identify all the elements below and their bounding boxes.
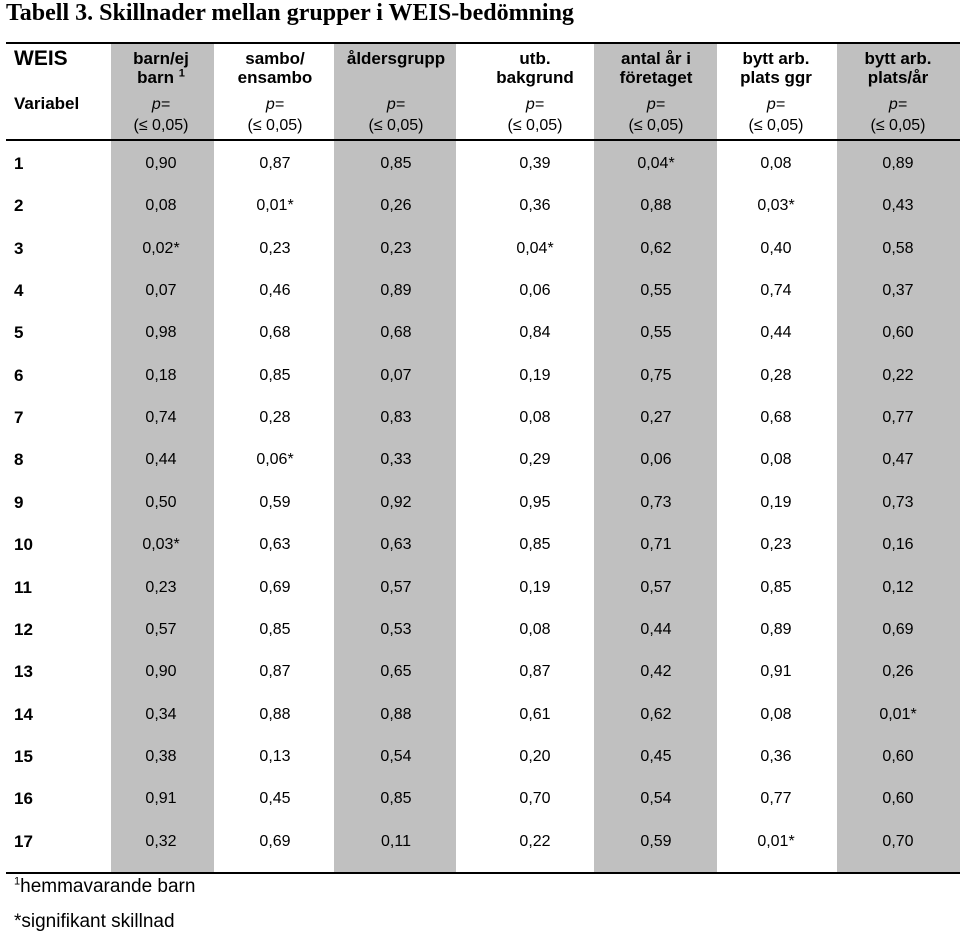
table-cell: 0,68 [380, 324, 412, 342]
table-cell: 0,88 [380, 705, 412, 723]
table-cell: 0,36 [760, 747, 792, 765]
p-value-label-7 [838, 94, 958, 136]
table-cell: 0,90 [145, 663, 177, 681]
table-cell: 0,68 [760, 409, 792, 427]
row-label: 16 [14, 789, 33, 809]
row-label: 13 [14, 662, 33, 682]
column-header-line2: ensambo [237, 68, 313, 87]
table-cell: 0,47 [882, 451, 914, 469]
column-header-2 [215, 49, 335, 87]
p-threshold: (≤ 0,05) [133, 117, 189, 134]
column-header-line1: barn/ej [133, 49, 189, 68]
column-header-3 [336, 49, 456, 68]
table-cell: 0,57 [145, 620, 177, 638]
p-threshold: (≤ 0,05) [748, 117, 804, 134]
column-header-1 [101, 49, 221, 87]
row-label: 7 [14, 408, 24, 428]
p-value-label-2 [215, 94, 335, 136]
table-cell: 0,57 [640, 578, 672, 596]
table-row [0, 185, 960, 227]
table-row [0, 651, 960, 693]
table-row [0, 609, 960, 651]
table-cell: 0,73 [640, 493, 672, 511]
table-row [0, 228, 960, 270]
table-row [0, 482, 960, 524]
p-label: p= [386, 96, 406, 113]
top-rule [6, 42, 960, 44]
table-cell: 0,95 [519, 493, 551, 511]
p-label: p= [888, 96, 908, 113]
table-cell: 0,16 [882, 536, 914, 554]
table-cell: 0,07 [145, 282, 177, 300]
bottom-rule [6, 872, 960, 874]
p-threshold: (≤ 0,05) [368, 117, 424, 134]
table-cell: 0,59 [640, 832, 672, 850]
column-header-line2: plats ggr [740, 68, 812, 87]
column-header-line2: plats/år [867, 68, 929, 87]
row-label: 4 [14, 281, 24, 301]
table-cell: 0,60 [882, 747, 914, 765]
table-row [0, 397, 960, 439]
table-cell: 0,53 [380, 620, 412, 638]
table-cell: 0,55 [640, 282, 672, 300]
table-cell: 0,92 [380, 493, 412, 511]
table-cell: 0,98 [145, 324, 177, 342]
table-cell: 0,69 [882, 620, 914, 638]
row-label: 12 [14, 619, 33, 639]
column-header-line2: företaget [619, 68, 693, 87]
column-header-line1: bytt arb. [742, 49, 810, 68]
row-label: 9 [14, 492, 24, 512]
footnote-children [14, 876, 195, 898]
table-cell: 0,08 [519, 409, 551, 427]
table-row [0, 143, 960, 185]
table-cell: 0,03* [142, 536, 180, 554]
table-cell: 0,70 [882, 832, 914, 850]
row-label: 10 [14, 535, 33, 555]
footnote-children-text: hemmavarande barn [20, 876, 196, 897]
table-cell: 0,06 [640, 451, 672, 469]
table-cell: 0,32 [145, 832, 177, 850]
table-cell: 0,60 [882, 324, 914, 342]
table-cell: 0,58 [882, 239, 914, 257]
table-row [0, 778, 960, 820]
table-cell: 0,88 [259, 705, 291, 723]
table-cell: 0,06* [256, 451, 294, 469]
p-threshold: (≤ 0,05) [247, 117, 303, 134]
table-cell: 0,85 [380, 790, 412, 808]
table-cell: 0,38 [145, 747, 177, 765]
table-cell: 0,04* [516, 239, 554, 257]
footnote-marker: 1 [14, 875, 21, 888]
table-cell: 0,01* [256, 197, 294, 215]
table-cell: 0,18 [145, 366, 177, 384]
table-cell: 0,84 [519, 324, 551, 342]
row-label: 17 [14, 831, 33, 851]
table-cell: 0,40 [760, 239, 792, 257]
column-header-line1: bytt arb. [864, 49, 932, 68]
table-cell: 0,54 [640, 790, 672, 808]
row-label: 3 [14, 238, 24, 258]
column-header-5 [596, 49, 716, 87]
table-row [0, 270, 960, 312]
table-cell: 0,13 [259, 747, 291, 765]
table-cell: 0,87 [519, 663, 551, 681]
row-label: 11 [14, 577, 32, 597]
table-cell: 0,62 [640, 239, 672, 257]
table-cell: 0,59 [259, 493, 291, 511]
table-cell: 0,83 [380, 409, 412, 427]
table-cell: 0,73 [882, 493, 914, 511]
p-value-label-3 [336, 94, 456, 136]
table-cell: 0,23 [145, 578, 177, 596]
table-cell: 0,54 [380, 747, 412, 765]
table-cell: 0,61 [519, 705, 551, 723]
p-label: p= [525, 96, 545, 113]
corner-variabel: Variabel [14, 94, 80, 113]
table-cell: 0,89 [882, 155, 914, 172]
table-cell: 0,85 [259, 366, 291, 384]
table-cell: 0,01* [757, 832, 795, 850]
row-label: 6 [14, 365, 24, 385]
column-header-line1: sambo/ [245, 49, 305, 68]
row-label: 8 [14, 450, 24, 470]
table-cell: 0,22 [519, 832, 551, 850]
table-cell: 0,88 [640, 197, 672, 215]
table-cell: 0,77 [760, 790, 792, 808]
table-cell: 0,55 [640, 324, 672, 342]
table-cell: 0,06 [519, 282, 551, 300]
p-label: p= [766, 96, 786, 113]
column-header-4 [475, 49, 595, 87]
table-cell: 0,90 [145, 155, 177, 172]
column-header-line1: åldersgrupp [346, 49, 446, 68]
table-cell: 0,57 [380, 578, 412, 596]
table-row [0, 567, 960, 609]
table-cell: 0,08 [760, 451, 792, 469]
p-threshold: (≤ 0,05) [870, 117, 926, 134]
table-cell: 0,74 [145, 409, 177, 427]
table-cell: 0,43 [882, 197, 914, 215]
table-cell: 0,28 [760, 366, 792, 384]
p-value-label-6 [716, 94, 836, 136]
table-cell: 0,27 [640, 409, 672, 427]
table-cell: 0,63 [259, 536, 291, 554]
table-cell: 0,62 [640, 705, 672, 723]
column-header-line1: utb. [519, 49, 551, 68]
p-threshold: (≤ 0,05) [628, 117, 684, 134]
p-threshold: (≤ 0,05) [507, 117, 563, 134]
table-cell: 0,37 [882, 282, 914, 300]
corner-weis: WEIS [14, 47, 68, 70]
table-cell: 0,63 [380, 536, 412, 554]
table-cell: 0,65 [380, 663, 412, 681]
footnote-significant: *signifikant skillnad [14, 911, 175, 932]
table-cell: 0,04* [637, 155, 675, 172]
table-cell: 0,12 [882, 578, 914, 596]
column-header-line2: bakgrund [496, 68, 574, 87]
table-cell: 0,44 [640, 620, 672, 638]
p-value-label-5 [596, 94, 716, 136]
table-row [0, 524, 960, 566]
table-cell: 0,44 [145, 451, 177, 469]
table-cell: 0,46 [259, 282, 291, 300]
table-row [0, 312, 960, 354]
p-label: p= [646, 96, 666, 113]
table-cell: 0,19 [760, 493, 792, 511]
row-label: 5 [14, 323, 24, 343]
table-cell: 0,71 [640, 536, 672, 554]
table-cell: 0,89 [760, 620, 792, 638]
table-cell: 0,28 [259, 409, 291, 427]
p-label: p= [265, 96, 285, 113]
table-cell: 0,69 [259, 578, 291, 596]
row-label: 14 [14, 704, 33, 724]
table-cell: 0,26 [882, 663, 914, 681]
table-row [0, 736, 960, 778]
table-cell: 0,89 [380, 282, 412, 300]
table-cell: 0,44 [760, 324, 792, 342]
table-cell: 0,77 [882, 409, 914, 427]
table-cell: 0,23 [380, 239, 412, 257]
table-cell: 0,91 [760, 663, 792, 681]
table-cell: 0,08 [760, 155, 792, 172]
table-row [0, 694, 960, 736]
header-rule [6, 139, 960, 141]
table-cell: 0,74 [760, 282, 792, 300]
table-row [0, 439, 960, 481]
table-cell: 0,26 [380, 197, 412, 215]
table-cell: 0,03* [757, 197, 795, 215]
row-label: 15 [14, 746, 33, 766]
table-cell: 0,87 [259, 155, 291, 172]
table-cell: 0,42 [640, 663, 672, 681]
table-row [0, 821, 960, 863]
table-cell: 0,01* [879, 705, 917, 723]
table-cell: 0,33 [380, 451, 412, 469]
table-cell: 0,60 [882, 790, 914, 808]
column-header-6 [716, 49, 836, 87]
table-cell: 0,45 [259, 790, 291, 808]
table-cell: 0,29 [519, 451, 551, 469]
table-cell: 0,23 [259, 239, 291, 257]
table-cell: 0,50 [145, 493, 177, 511]
table-cell: 0,22 [882, 366, 914, 384]
table-cell: 0,85 [259, 620, 291, 638]
table-cell: 0,69 [259, 832, 291, 850]
table-cell: 0,91 [145, 790, 177, 808]
row-label: 2 [14, 196, 24, 216]
table-cell: 0,11 [381, 832, 411, 850]
table-cell: 0,85 [519, 536, 551, 554]
column-header-line2: barn $^1$ [137, 67, 185, 87]
column-header-7 [838, 49, 958, 87]
column-header-line1: antal år i [621, 49, 691, 68]
table-cell: 0,34 [145, 705, 177, 723]
p-value-label-1 [101, 94, 221, 136]
column-header-footnote-marker: 1 [178, 67, 185, 80]
table-cell: 0,19 [519, 578, 551, 596]
table-cell: 0,08 [760, 705, 792, 723]
row-label: 1 [14, 154, 24, 173]
table-cell: 0,85 [380, 155, 412, 172]
p-value-label-4 [475, 94, 595, 136]
table-cell: 0,39 [519, 155, 551, 172]
table-cell: 0,45 [640, 747, 672, 765]
table-cell: 0,02* [142, 239, 180, 257]
p-label: p= [151, 96, 171, 113]
table-title: Tabell 3. Skillnader mellan grupper i WEIS-bedömning [6, 0, 574, 26]
table-cell: 0,08 [145, 197, 177, 215]
table-cell: 0,08 [519, 620, 551, 638]
table-cell: 0,75 [640, 366, 672, 384]
table-cell: 0,19 [519, 366, 551, 384]
table-cell: 0,07 [380, 366, 412, 384]
table-cell: 0,87 [259, 663, 291, 681]
table-cell: 0,70 [519, 790, 551, 808]
table-cell: 0,23 [760, 536, 792, 554]
table-row [0, 355, 960, 397]
table-cell: 0,68 [259, 324, 291, 342]
table-cell: 0,20 [519, 747, 551, 765]
table-cell: 0,85 [760, 578, 792, 596]
table-cell: 0,36 [519, 197, 551, 215]
